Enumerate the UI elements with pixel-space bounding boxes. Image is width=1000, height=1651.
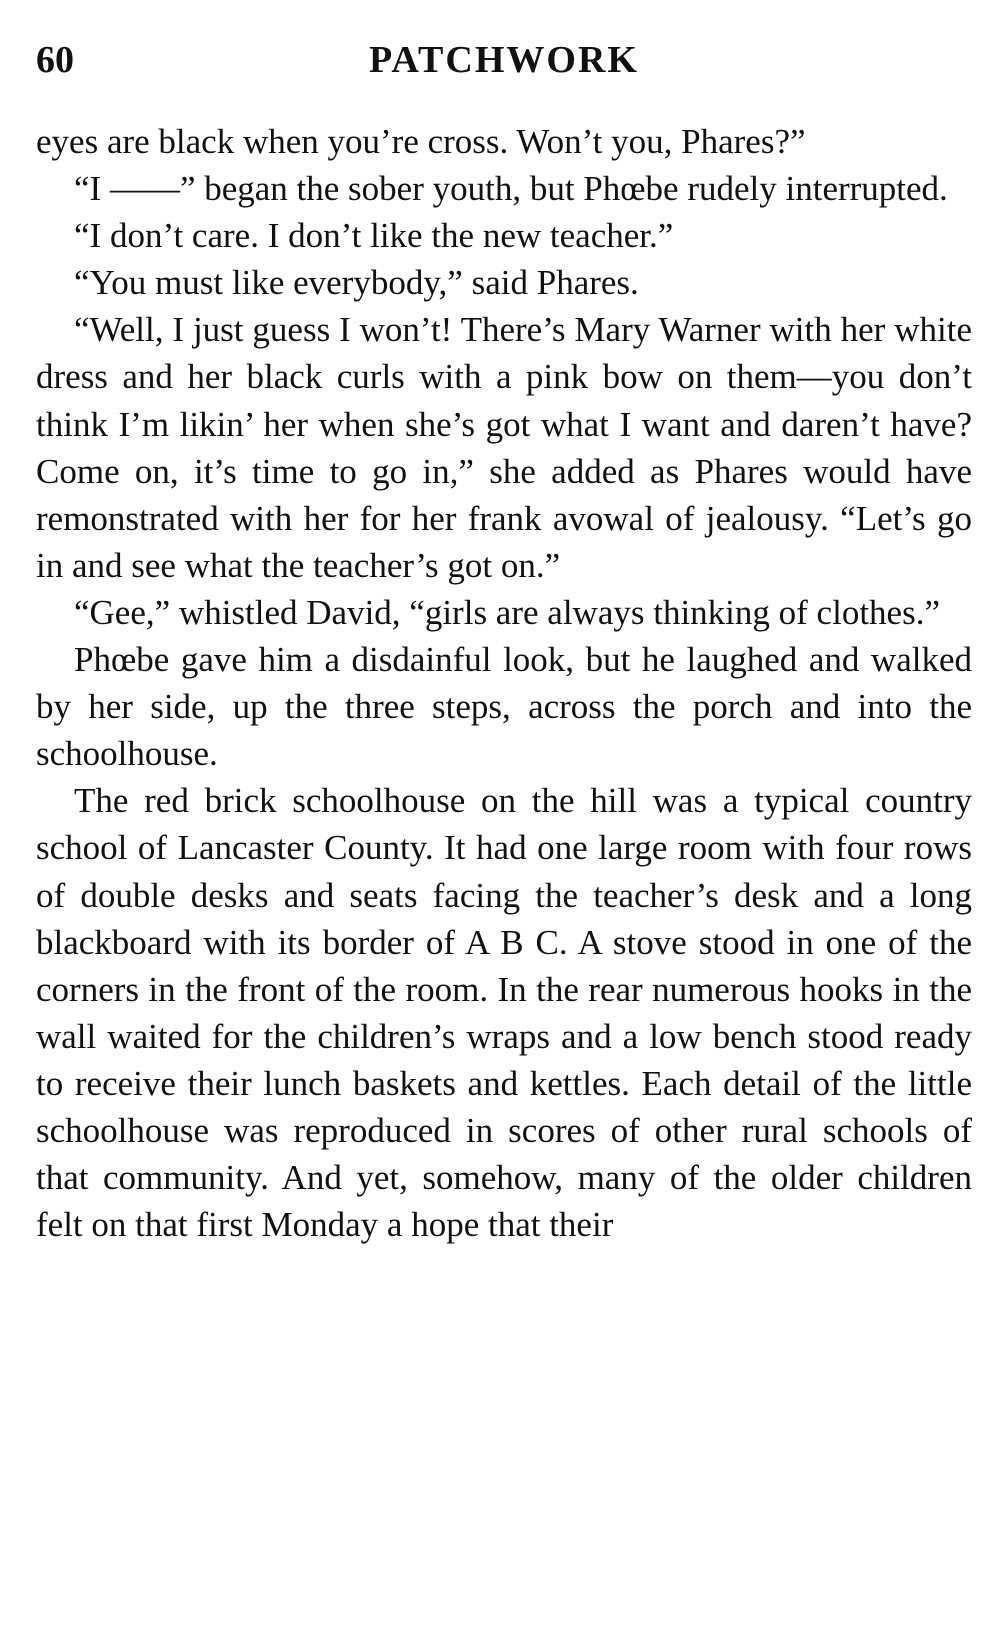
paragraph: “Gee,” whistled David, “girls are always thinking of clothes.” [74,592,940,632]
paragraph: The red brick schoolhouse on the hill was a typical country school of Lancaster County. It had one large room with four rows of double desks and seats facing the teacher’s desk and a long blackboard with its border of A B C. A stove stood in one of the corners in the front of the room. In the rear numerous hooks in the wall waited for the children’s wraps and a low bench stood ready to receive their lunch baskets and kettles. Each detail of the little schoolhouse was reproduced in scores of other rural schools of that community. And yet, somehow, many of the older children felt on that first Monday a hope that their [36,781,972,1245]
page-header [36,32,972,92]
paragraph: “You must like everybody,” said Phares. [74,263,639,303]
paragraph: “I ——” began the sober youth, but Phœbe rudely interrupted. [74,169,948,209]
paragraph: eyes are black when you’re cross. Won’t you, Phares?” [36,122,806,161]
paragraph: Phœbe gave him a disdainful look, but he laughed and walked by her side, up the three steps, across the porch and into the schoolhouse. [36,640,972,774]
page-number: 60 [36,39,74,81]
paragraph: “I don’t care. I don’t like the new teacher.” [74,216,674,256]
paragraph: “Well, I just guess I won’t! There’s Mary Warner with her white dress and her black curls with a pink bow on them—you don’t think I’m likin’ her when she’s got what I want and daren’t have? Come on, it’s time to go in,” she added as Phares would have remonstrated with her for her frank avowal of jealousy. “Let’s go in and see what the teacher’s got on.” [36,310,972,585]
running-head: PATCHWORK [369,39,639,81]
body-text [36,118,972,1248]
